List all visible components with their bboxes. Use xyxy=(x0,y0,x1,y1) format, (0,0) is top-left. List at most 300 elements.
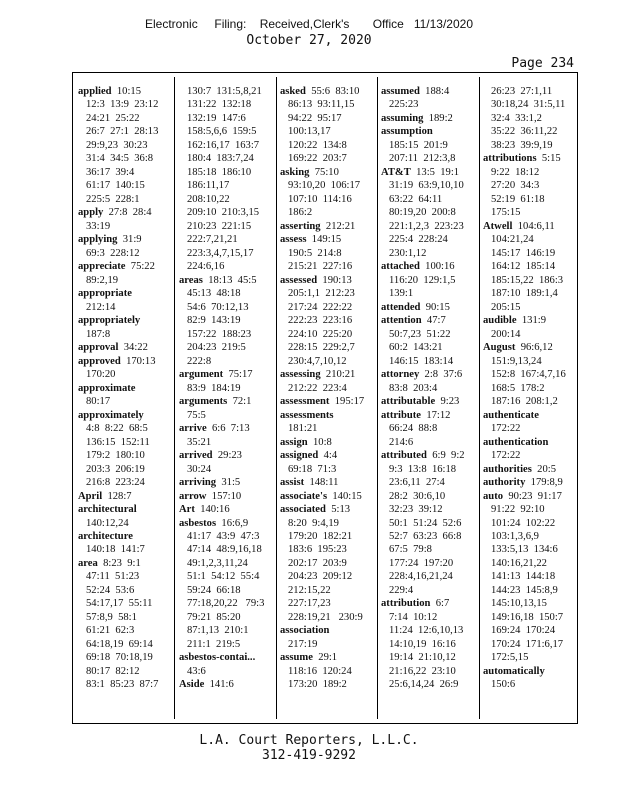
index-continuation xyxy=(483,638,577,651)
page-line-refs: 13:5 19:1 xyxy=(416,166,460,178)
index-continuation xyxy=(179,98,275,111)
page-line-refs: 35:21 xyxy=(187,436,212,448)
index-word: asbestos-contai... xyxy=(179,652,256,664)
page-line-refs: 6:7 xyxy=(435,598,450,610)
page-line-refs: 61:21 62:3 xyxy=(86,625,135,637)
index-continuation xyxy=(483,624,577,637)
page-line-refs: 104:21,24 xyxy=(491,234,534,246)
page-line-refs: 222:23 223:16 xyxy=(288,315,353,327)
index-entry xyxy=(280,651,376,664)
index-entry xyxy=(280,395,376,408)
index-continuation xyxy=(78,463,170,476)
page-line-refs: 5:15 xyxy=(541,153,561,165)
index-entry xyxy=(280,503,376,516)
page-line-refs: 169:22 203:7 xyxy=(288,153,347,165)
page-line-refs: 140:18 141:7 xyxy=(86,544,145,556)
page-line-refs: 14:10,19 16:16 xyxy=(389,638,456,650)
index-word: argument xyxy=(179,369,224,381)
index-entry xyxy=(78,260,170,273)
index-continuation xyxy=(483,206,577,219)
page-line-refs: 32:4 33:1,2 xyxy=(491,112,542,124)
index-continuation xyxy=(179,409,275,422)
index-continuation xyxy=(78,125,170,138)
index-entry xyxy=(483,665,577,678)
index-continuation xyxy=(78,517,170,530)
page-line-refs: 64:18,19 69:14 xyxy=(86,638,153,650)
index-continuation xyxy=(78,395,170,408)
index-continuation xyxy=(280,570,376,583)
index-word: appropriate xyxy=(78,288,132,300)
page-line-refs: 204:23 209:12 xyxy=(288,571,353,583)
index-entry xyxy=(381,449,478,462)
page-line-refs: 164:12 185:14 xyxy=(491,261,556,273)
page-line-refs: 32:23 39:12 xyxy=(389,504,443,516)
index-continuation xyxy=(179,341,275,354)
index-continuation xyxy=(78,166,170,179)
index-entry xyxy=(381,125,478,138)
page-line-refs: 75:5 xyxy=(187,409,206,421)
page-line-refs: 210:23 221:15 xyxy=(187,220,252,232)
page-line-refs: 72:1 xyxy=(232,396,252,408)
page-line-refs: 6:6 7:13 xyxy=(211,423,250,435)
index-entry xyxy=(483,341,577,354)
index-continuation xyxy=(78,665,170,678)
page-line-refs: 75:22 xyxy=(130,261,155,273)
index-continuation xyxy=(280,112,376,125)
index-continuation xyxy=(179,112,275,125)
index-continuation xyxy=(179,570,275,583)
index-entry xyxy=(78,409,170,422)
index-continuation xyxy=(78,597,170,610)
index-entry xyxy=(179,368,275,381)
index-word: applying xyxy=(78,234,118,246)
page-line-refs: 205:1,1 212:23 xyxy=(288,288,355,300)
index-word: associate's xyxy=(280,490,328,502)
page-line-refs: 177:24 197:20 xyxy=(389,557,454,569)
index-continuation xyxy=(78,139,170,152)
index-word: approximate xyxy=(78,382,136,394)
index-continuation xyxy=(78,651,170,664)
index-continuation xyxy=(78,638,170,651)
page-line-refs: 23:6,11 27:4 xyxy=(389,477,445,489)
index-continuation xyxy=(179,166,275,179)
page-line-refs: 52:7 63:23 66:8 xyxy=(389,530,462,542)
index-word: April xyxy=(78,490,103,502)
index-word: assessed xyxy=(280,274,318,286)
page-line-refs: 50:1 51:24 52:6 xyxy=(389,517,462,529)
index-continuation xyxy=(483,193,577,206)
index-continuation xyxy=(483,260,577,273)
page-line-refs: 140:16,21,22 xyxy=(491,557,547,569)
page-line-refs: 172:22 xyxy=(491,450,521,462)
index-word: asking xyxy=(280,166,310,178)
index-word: asked xyxy=(280,86,306,97)
index-entry xyxy=(280,409,376,422)
reporter-phone: 312-419-9292 xyxy=(262,748,356,763)
index-entry xyxy=(179,274,275,287)
index-continuation xyxy=(381,287,478,300)
index-continuation xyxy=(179,85,275,98)
column-divider xyxy=(276,77,277,719)
page-line-refs: 179:2 180:10 xyxy=(86,450,145,462)
page-line-refs: 17:12 xyxy=(426,409,451,421)
index-word: arrow xyxy=(179,490,207,502)
index-continuation xyxy=(381,220,478,233)
page-line-refs: 130:7 131:5,8,21 xyxy=(187,86,262,97)
index-continuation xyxy=(381,490,478,503)
index-continuation xyxy=(280,301,376,314)
index-entry xyxy=(179,422,275,435)
index-continuation xyxy=(78,179,170,192)
page-line-refs: 93:10,20 106:17 xyxy=(288,180,361,192)
index-entry xyxy=(78,490,170,503)
page-line-refs: 141:13 144:18 xyxy=(491,571,556,583)
index-column-5 xyxy=(483,85,577,719)
page-line-refs: 75:10 xyxy=(314,166,339,178)
index-word: assumption xyxy=(381,126,433,138)
page-line-refs: 228:4,16,21,24 xyxy=(389,571,453,583)
page-line-refs: 8:23 9:1 xyxy=(103,557,141,569)
page-line-refs: 145:10,13,15 xyxy=(491,598,547,610)
index-continuation xyxy=(78,422,170,435)
index-continuation xyxy=(78,611,170,624)
page-line-refs: 29:23 xyxy=(217,450,242,462)
page-line-refs: 90:23 91:17 xyxy=(508,490,562,502)
index-entry xyxy=(179,517,275,530)
index-continuation xyxy=(179,638,275,651)
page-line-refs: 31:9 xyxy=(122,234,142,246)
page-line-refs: 19:14 21:10,12 xyxy=(389,652,456,664)
index-entry xyxy=(381,314,478,327)
page-line-refs: 187:16 208:1,2 xyxy=(491,396,558,408)
page-line-refs: 204:23 219:5 xyxy=(187,342,246,354)
index-column-2 xyxy=(179,85,275,719)
index-word: areas xyxy=(179,274,203,286)
index-continuation xyxy=(483,98,577,111)
index-entry xyxy=(483,490,577,503)
index-entry xyxy=(280,449,376,462)
page-line-refs: 225:4 228:24 xyxy=(389,234,448,246)
page-line-refs: 100:16 xyxy=(425,261,455,273)
index-continuation xyxy=(280,382,376,395)
index-continuation xyxy=(483,166,577,179)
index-entry xyxy=(179,395,275,408)
index-entry xyxy=(280,624,376,637)
index-continuation xyxy=(483,233,577,246)
page-line-refs: 104:6,11 xyxy=(517,220,555,232)
page-line-refs: 228:19,21 230:9 xyxy=(288,611,363,623)
index-continuation xyxy=(78,678,170,691)
page-line-refs: 18:13 45:5 xyxy=(208,274,257,286)
page-line-refs: 172:22 xyxy=(491,423,521,435)
page-line-refs: 179:20 182:21 xyxy=(288,530,353,542)
index-continuation xyxy=(483,368,577,381)
page-line-refs: 10:15 xyxy=(116,86,141,97)
index-continuation xyxy=(179,260,275,273)
index-word: approved xyxy=(78,355,121,367)
index-continuation xyxy=(179,463,275,476)
index-entry xyxy=(78,355,170,368)
index-continuation xyxy=(280,517,376,530)
index-continuation xyxy=(78,436,170,449)
page-line-refs: 34:22 xyxy=(123,342,148,354)
index-continuation xyxy=(483,517,577,530)
index-continuation xyxy=(179,543,275,556)
page-line-refs: 151:9,13,24 xyxy=(491,355,542,367)
page-line-refs: 30:24 xyxy=(187,463,212,475)
page-line-refs: 229:4 xyxy=(389,584,414,596)
index-word: applied xyxy=(78,86,112,97)
index-continuation xyxy=(381,139,478,152)
page-line-refs: 228:15 229:2,7 xyxy=(288,342,355,354)
page-line-refs: 139:1 xyxy=(389,288,414,300)
index-continuation xyxy=(280,287,376,300)
index-continuation xyxy=(179,530,275,543)
page-line-refs: 223:3,4,7,15,17 xyxy=(187,247,254,259)
index-continuation xyxy=(381,543,478,556)
page-line-refs: 52:19 61:18 xyxy=(491,193,545,205)
page-line-refs: 212:21 xyxy=(325,220,356,232)
index-word: assess xyxy=(280,234,307,246)
index-continuation xyxy=(483,557,577,570)
column-divider xyxy=(479,77,480,719)
page-line-refs: 41:17 43:9 47:3 xyxy=(187,530,260,542)
index-word: arriving xyxy=(179,477,217,489)
index-continuation xyxy=(381,98,478,111)
index-continuation xyxy=(381,517,478,530)
index-continuation xyxy=(280,638,376,651)
page-line-refs: 189:2 xyxy=(428,112,453,124)
index-continuation xyxy=(483,139,577,152)
page-line-refs: 26:23 27:1,11 xyxy=(491,86,553,97)
index-continuation xyxy=(381,382,478,395)
index-continuation xyxy=(381,152,478,165)
index-continuation xyxy=(483,274,577,287)
page-number: Page 234 xyxy=(511,56,574,71)
page-line-refs: 94:22 95:17 xyxy=(288,112,342,124)
index-entry xyxy=(78,530,170,543)
index-word: asbestos xyxy=(179,517,217,529)
column-divider xyxy=(377,77,378,719)
index-continuation xyxy=(381,355,478,368)
index-continuation xyxy=(483,85,577,98)
index-continuation xyxy=(179,206,275,219)
page-line-refs: 83:9 184:19 xyxy=(187,382,241,394)
index-continuation xyxy=(381,206,478,219)
index-continuation xyxy=(179,557,275,570)
index-continuation xyxy=(483,422,577,435)
page-line-refs: 149:15 xyxy=(311,234,342,246)
index-entry xyxy=(483,314,577,327)
index-continuation xyxy=(179,436,275,449)
page-line-refs: 140:16 xyxy=(200,504,230,516)
index-continuation xyxy=(280,179,376,192)
index-continuation xyxy=(381,328,478,341)
index-word: approximately xyxy=(78,409,144,421)
page-line-refs: 131:9 xyxy=(521,315,546,327)
index-entry xyxy=(483,463,577,476)
page-line-refs: 195:17 xyxy=(334,396,365,408)
page-line-refs: 225:23 xyxy=(389,99,419,111)
page-line-refs: 28:2 30:6,10 xyxy=(389,490,446,502)
index-word: attended xyxy=(381,301,421,313)
index-word: Art xyxy=(179,504,195,516)
page-line-refs: 25:6,14,24 26:9 xyxy=(389,679,459,691)
index-entry xyxy=(78,314,170,327)
page-line-refs: 43:6 xyxy=(187,665,206,677)
index-continuation xyxy=(483,395,577,408)
page-line-refs: 170:24 171:6,17 xyxy=(491,638,564,650)
index-continuation xyxy=(381,651,478,664)
index-entry xyxy=(179,503,275,516)
page-line-refs: 51:1 54:12 55:4 xyxy=(187,571,260,583)
page-line-refs: 221:1,2,3 223:23 xyxy=(389,220,464,232)
index-entry xyxy=(381,166,478,179)
page-line-refs: 185:15 201:9 xyxy=(389,139,448,151)
index-column-4 xyxy=(381,85,478,719)
index-frame xyxy=(72,72,578,724)
page-line-refs: 222:7,21,21 xyxy=(187,234,238,246)
index-continuation xyxy=(280,463,376,476)
page-line-refs: 131:22 132:18 xyxy=(187,99,252,111)
index-continuation xyxy=(483,651,577,664)
index-continuation xyxy=(179,611,275,624)
index-entry xyxy=(483,436,577,449)
page-line-refs: 118:16 120:24 xyxy=(288,665,352,677)
page-line-refs: 11:24 12:6,10,13 xyxy=(389,625,464,637)
index-continuation xyxy=(179,193,275,206)
page-line-refs: 61:17 140:15 xyxy=(86,180,145,192)
index-entry xyxy=(179,651,275,664)
index-continuation xyxy=(483,570,577,583)
index-continuation xyxy=(483,449,577,462)
page-line-refs: 212:15,22 xyxy=(288,584,331,596)
index-continuation xyxy=(280,125,376,138)
index-continuation xyxy=(381,584,478,597)
index-entry xyxy=(280,436,376,449)
index-word: August xyxy=(483,342,516,354)
page-line-refs: 128:7 xyxy=(107,490,132,502)
page-line-refs: 52:24 53:6 xyxy=(86,584,135,596)
page-line-refs: 10:8 xyxy=(312,436,332,448)
index-continuation xyxy=(381,193,478,206)
index-continuation xyxy=(78,543,170,556)
index-entry xyxy=(280,476,376,489)
page-line-refs: 148:11 xyxy=(309,477,339,489)
page-line-refs: 30:18,24 31:5,11 xyxy=(491,99,566,111)
page-line-refs: 144:23 145:8,9 xyxy=(491,584,558,596)
column-divider xyxy=(174,77,175,719)
index-entry xyxy=(280,233,376,246)
page-line-refs: 8:20 9:4,19 xyxy=(288,517,339,529)
page-line-refs: 26:7 27:1 28:13 xyxy=(86,126,159,138)
page-line-refs: 230:4,7,10,12 xyxy=(288,355,347,367)
index-entry xyxy=(381,301,478,314)
page-line-refs: 158:5,6,6 159:5 xyxy=(187,126,257,138)
index-word: Aside xyxy=(179,679,205,691)
index-column-1 xyxy=(78,85,170,719)
page-line-refs: 80:19,20 200:8 xyxy=(389,207,456,219)
index-continuation xyxy=(280,341,376,354)
page-line-refs: 225:5 228:1 xyxy=(86,193,140,205)
index-entry xyxy=(78,557,170,570)
index-continuation xyxy=(179,624,275,637)
page-line-refs: 31:19 63:9,10,10 xyxy=(389,180,464,192)
index-continuation xyxy=(179,247,275,260)
index-entry xyxy=(483,152,577,165)
page-line-refs: 146:15 183:14 xyxy=(389,355,454,367)
index-entry xyxy=(179,476,275,489)
page-line-refs: 205:15 xyxy=(491,301,521,313)
page-line-refs: 69:3 228:12 xyxy=(86,247,140,259)
page-line-refs: 227:17,23 xyxy=(288,598,331,610)
index-word: Atwell xyxy=(483,220,513,232)
index-continuation xyxy=(179,125,275,138)
page-line-refs: 24:21 25:22 xyxy=(86,112,140,124)
page-line-refs: 150:6 xyxy=(491,679,516,691)
index-word: attributions xyxy=(483,153,537,165)
page-line-refs: 217:19 xyxy=(288,638,318,650)
index-continuation xyxy=(381,476,478,489)
index-continuation xyxy=(280,530,376,543)
page-line-refs: 96:6,12 xyxy=(520,342,553,354)
index-continuation xyxy=(179,287,275,300)
index-word: arrive xyxy=(179,423,207,435)
page-line-refs: 140:12,24 xyxy=(86,517,129,529)
index-word: assessments xyxy=(280,409,334,421)
page-line-refs: 47:7 xyxy=(426,315,446,327)
page-line-refs: 9:22 18:12 xyxy=(491,166,540,178)
index-continuation xyxy=(483,125,577,138)
page-line-refs: 216:8 223:24 xyxy=(86,477,145,489)
index-word: assessment xyxy=(280,396,330,408)
reporter-company: L.A. Court Reporters, L.L.C. xyxy=(199,733,419,748)
index-continuation xyxy=(483,597,577,610)
index-continuation xyxy=(78,152,170,165)
page-line-refs: 132:19 147:6 xyxy=(187,112,246,124)
page-line-refs: 80:17 82:12 xyxy=(86,665,140,677)
page-line-refs: 80:17 xyxy=(86,396,111,408)
page-line-refs: 87:1,13 210:1 xyxy=(187,625,249,637)
page-line-refs: 69:18 71:3 xyxy=(288,463,337,475)
page-line-refs: 21:16,22 23:10 xyxy=(389,665,456,677)
page-line-refs: 140:15 xyxy=(332,490,362,502)
index-continuation xyxy=(78,624,170,637)
page-line-refs: 170:20 xyxy=(86,369,116,381)
index-continuation xyxy=(280,152,376,165)
index-continuation xyxy=(483,179,577,192)
index-continuation xyxy=(78,247,170,260)
index-continuation xyxy=(280,260,376,273)
index-entry xyxy=(280,166,376,179)
index-continuation xyxy=(381,341,478,354)
index-continuation xyxy=(483,112,577,125)
index-continuation xyxy=(483,678,577,691)
page-line-refs: 224:6,16 xyxy=(187,261,225,273)
index-word: attribute xyxy=(381,409,422,421)
page-line-refs: 7:14 10:12 xyxy=(389,611,438,623)
index-continuation xyxy=(179,665,275,678)
index-entry xyxy=(78,85,170,98)
page-line-refs: 215:21 227:16 xyxy=(288,261,353,273)
page-line-refs: 75:17 xyxy=(228,369,253,381)
page-line-refs: 212:14 xyxy=(86,301,116,313)
index-continuation xyxy=(280,355,376,368)
index-continuation xyxy=(483,301,577,314)
index-entry xyxy=(179,678,275,691)
page-line-refs: 54:6 70:12,13 xyxy=(187,301,249,313)
page-line-refs: 9:3 13:8 16:18 xyxy=(389,463,457,475)
